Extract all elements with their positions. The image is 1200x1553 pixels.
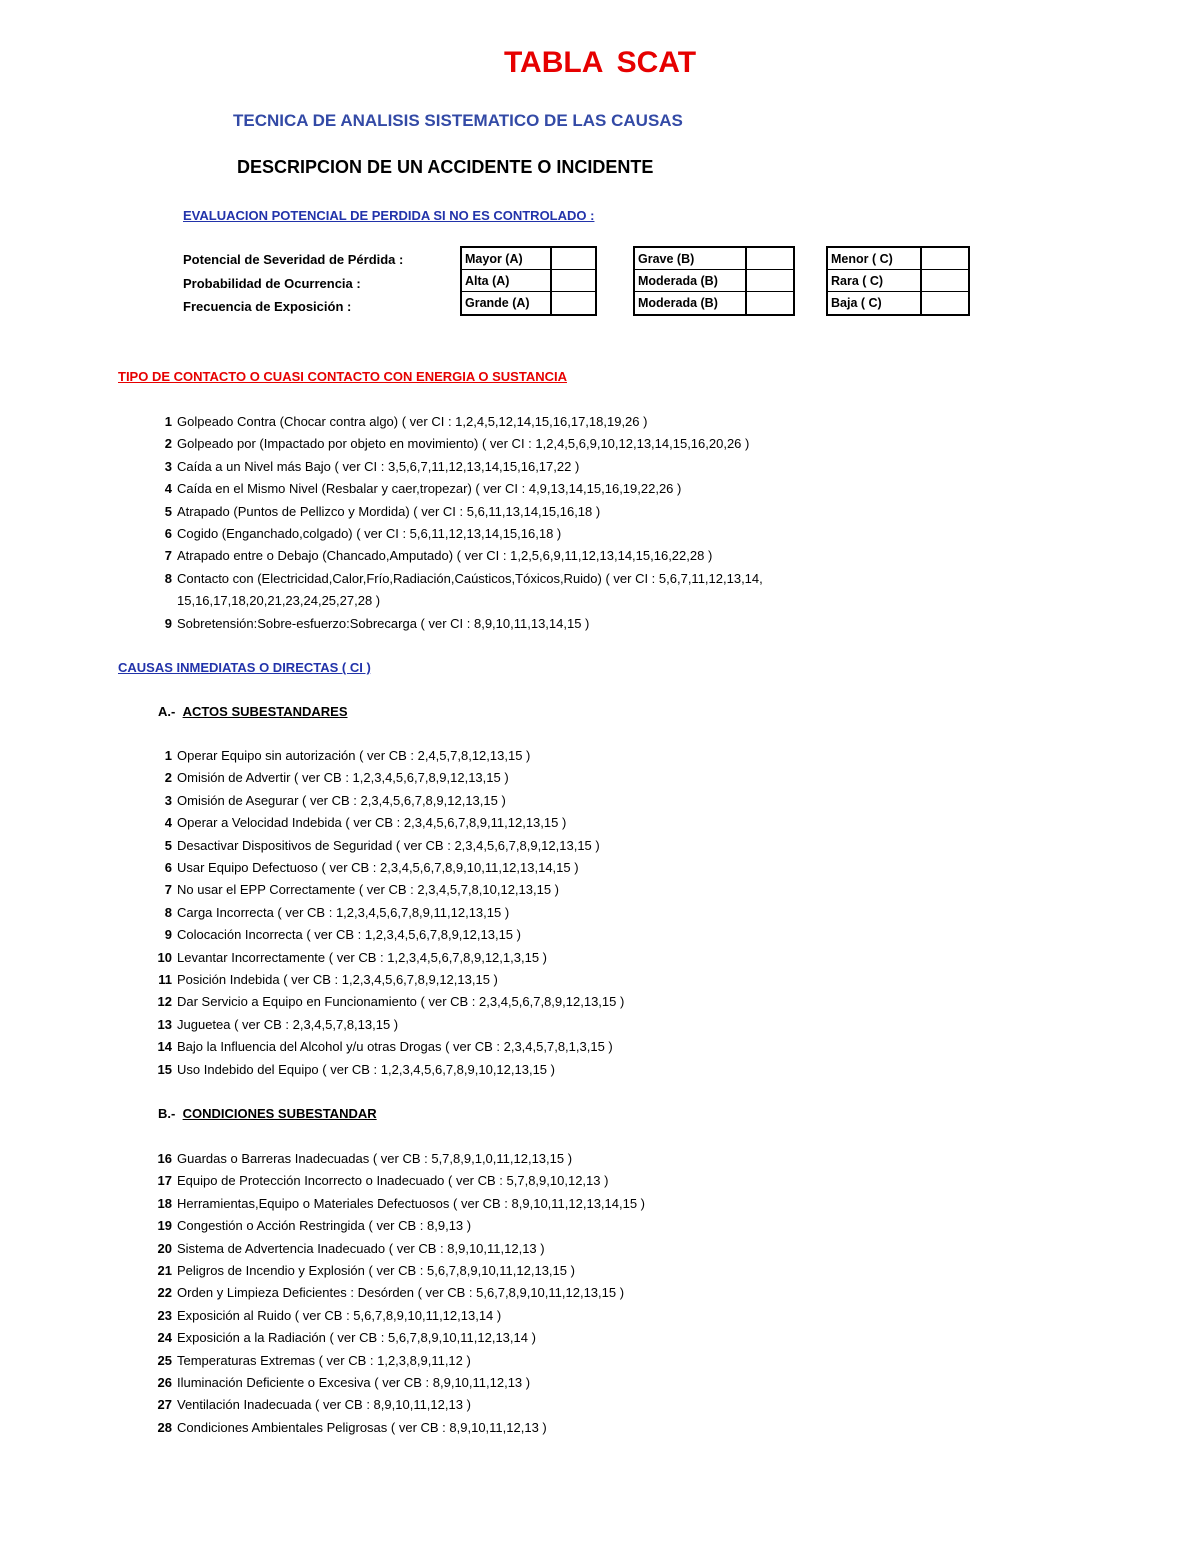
conditions-heading: B.- CONDICIONES SUBESTANDAR <box>158 1106 377 1121</box>
evaluation-box-c <box>826 246 970 316</box>
list-item: 14 Bajo la Influencia del Alcohol y/u otras Drogas ( ver CB : 2,3,4,5,7,8,1,3,15 ) <box>157 1039 613 1055</box>
list-item: 8 Contacto con (Electricidad,Calor,Frío,Radiación,Caústicos,Tóxicos,Ruido) ( ver CI : 5,6,7,11,12,13,14, <box>164 570 763 586</box>
list-item: 1 Golpeado Contra (Chocar contra algo) ( ver CI : 1,2,4,5,12,14,15,16,17,18,19,26 ) <box>164 414 648 429</box>
list-item: 19 Congestión o Acción Restringida ( ver CB : 8,9,13 ) <box>157 1218 472 1234</box>
list-item: 2 Omisión de Advertir ( ver CB : 1,2,3,4,5,6,7,8,9,12,13,15 ) <box>164 770 509 786</box>
box-a-frequency: Grande (A) <box>465 296 530 310</box>
box-b-frequency-check[interactable] <box>745 292 793 314</box>
list-item: 6 Cogido (Enganchado,colgado) ( ver CI : 5,6,11,12,13,14,15,16,18 ) <box>164 526 562 542</box>
frequency-label: Frecuencia de Exposición : <box>183 299 352 314</box>
page-subtitle: TECNICA DE ANALISIS SISTEMATICO DE LAS CAUSAS <box>233 111 683 130</box>
list-item: 12 Dar Servicio a Equipo en Funcionamiento ( ver CB : 2,3,4,5,6,7,8,9,12,13,15 ) <box>157 994 625 1010</box>
box-a-probability: Alta (A) <box>462 270 550 292</box>
list-item: 26 Iluminación Deficiente o Excesiva ( ver CB : 8,9,10,11,12,13 ) <box>157 1375 531 1391</box>
list-item: 5 Atrapado (Puntos de Pellizco y Mordida) ( ver CI : 5,6,11,13,14,15,16,18 ) <box>164 503 601 519</box>
description-heading: DESCRIPCION DE UN ACCIDENTE O INCIDENTE <box>237 157 654 177</box>
list-item: 13 Juguetea ( ver CB : 2,3,4,5,7,8,13,15 ) <box>157 1016 399 1032</box>
list-item: 21 Peligros de Incendio y Explosión ( ver CB : 5,6,7,8,9,10,11,12,13,15 ) <box>157 1263 575 1279</box>
list-item: 4 Caída en el Mismo Nivel (Resbalar y caer,tropezar) ( ver CI : 4,9,13,14,15,16,19,22,26 ) <box>164 481 682 497</box>
box-c-severity: Menor ( C) <box>828 248 920 270</box>
acts-list <box>0 745 624 1081</box>
box-b-severity: Grave (B) <box>635 248 745 270</box>
box-c-severity-check[interactable] <box>920 248 968 270</box>
acts-heading: A.- ACTOS SUBESTANDARES <box>158 704 348 719</box>
list-item: 1 Operar Equipo sin autorización ( ver CB : 2,4,5,7,8,12,13,15 ) <box>164 748 531 763</box>
box-a-severity-check[interactable] <box>550 248 595 270</box>
list-item: 15 Uso Indebido del Equipo ( ver CB : 1,2,3,4,5,6,7,8,9,10,12,13,15 ) <box>157 1061 555 1077</box>
list-item: 20 Sistema de Advertencia Inadecuado ( ver CB : 8,9,10,11,12,13 ) <box>157 1240 545 1256</box>
evaluation-heading: EVALUACION POTENCIAL DE PERDIDA SI NO ES CONTROLADO : <box>183 208 595 223</box>
list-item: 27 Ventilación Inadecuada ( ver CB : 8,9,10,11,12,13 ) <box>157 1397 471 1413</box>
box-b-probability-check[interactable] <box>745 270 793 292</box>
box-b-severity-check[interactable] <box>745 248 793 270</box>
probability-label: Probabilidad de Ocurrencia : <box>183 276 361 291</box>
list-item-continuation: 15,16,17,18,20,21,23,24,25,27,28 ) <box>177 593 381 609</box>
list-item: 3 Omisión de Asegurar ( ver CB : 2,3,4,5,6,7,8,9,12,13,15 ) <box>164 792 506 808</box>
severity-label: Potencial de Severidad de Pérdida : <box>183 252 404 267</box>
box-a-severity: Mayor (A) <box>462 248 550 270</box>
list-item: 11 Posición Indebida ( ver CB : 1,2,3,4,5,6,7,8,9,12,13,15 ) <box>158 972 498 988</box>
list-item: 28 Condiciones Ambientales Peligrosas ( ver CB : 8,9,10,11,12,13 ) <box>157 1419 547 1435</box>
evaluation-box-b <box>633 246 795 316</box>
box-b-frequency: Moderada (B) <box>638 296 718 310</box>
list-item: 16 Guardas o Barreras Inadecuadas ( ver CB : 5,7,8,9,1,0,11,12,13,15 ) <box>157 1151 573 1166</box>
list-item: 17 Equipo de Protección Incorrecto o Inadecuado ( ver CB : 5,7,8,9,10,12,13 ) <box>157 1173 609 1189</box>
box-c-frequency-check[interactable] <box>920 292 968 314</box>
list-item: 5 Desactivar Dispositivos de Seguridad ( ver CB : 2,3,4,5,6,7,8,9,12,13,15 ) <box>164 837 600 853</box>
list-item: 23 Exposición al Ruido ( ver CB : 5,6,7,8,9,10,11,12,13,14 ) <box>157 1307 502 1323</box>
immediate-causes-heading: CAUSAS INMEDIATAS O DIRECTAS ( CI ) <box>118 660 371 675</box>
list-item: 2 Golpeado por (Impactado por objeto en movimiento) ( ver CI : 1,2,4,5,6,9,10,12,13,14,15,16,20,26 ) <box>164 436 750 452</box>
box-c-probability-check[interactable] <box>920 270 968 292</box>
box-a-probability-check[interactable] <box>550 270 595 292</box>
list-item: 3 Caída a un Nivel más Bajo ( ver CI : 3,5,6,7,11,12,13,14,15,16,17,22 ) <box>164 458 580 474</box>
list-item: 18 Herramientas,Equipo o Materiales Defectuosos ( ver CB : 8,9,10,11,12,13,14,15 ) <box>157 1195 646 1211</box>
list-item: 7 Atrapado entre o Debajo (Chancado,Amputado) ( ver CI : 1,2,5,6,9,11,12,13,14,15,16,22,28 ) <box>164 548 713 564</box>
list-item: 22 Orden y Limpieza Deficientes : Desórden ( ver CB : 5,6,7,8,9,10,11,12,13,15 ) <box>157 1285 625 1301</box>
list-item: 25 Temperaturas Extremas ( ver CB : 1,2,3,8,9,11,12 ) <box>157 1352 471 1368</box>
list-item: 9 Sobretensión:Sobre-esfuerzo:Sobrecarga ( ver CI : 8,9,10,11,13,14,15 ) <box>164 615 590 631</box>
list-item: 8 Carga Incorrecta ( ver CB : 1,2,3,4,5,6,7,8,9,11,12,13,15 ) <box>164 904 510 920</box>
box-c-frequency: Baja ( C) <box>831 296 882 310</box>
list-item: 7 No usar el EPP Correctamente ( ver CB : 2,3,4,5,7,8,10,12,13,15 ) <box>164 882 560 898</box>
evaluation-box-a <box>460 246 597 316</box>
list-item: 9 Colocación Incorrecta ( ver CB : 1,2,3,4,5,6,7,8,9,12,13,15 ) <box>164 927 521 943</box>
conditions-list <box>0 1148 645 1439</box>
box-c-probability: Rara ( C) <box>828 270 920 292</box>
list-item: 24 Exposición a la Radiación ( ver CB : 5,6,7,8,9,10,11,12,13,14 ) <box>157 1330 536 1346</box>
contact-type-list <box>0 411 763 635</box>
box-b-probability: Moderada (B) <box>635 270 745 292</box>
list-item: 10 Levantar Incorrectamente ( ver CB : 1,2,3,4,5,6,7,8,9,12,1,3,15 ) <box>157 949 547 965</box>
list-item: 6 Usar Equipo Defectuoso ( ver CB : 2,3,4,5,6,7,8,9,10,11,12,13,14,15 ) <box>164 860 579 876</box>
box-a-frequency-check[interactable] <box>550 292 595 314</box>
contact-type-heading: TIPO DE CONTACTO O CUASI CONTACTO CON ENERGIA O SUSTANCIA <box>118 369 567 384</box>
list-item: 4 Operar a Velocidad Indebida ( ver CB : 2,3,4,5,6,7,8,9,11,12,13,15 ) <box>164 815 567 831</box>
page-title: TABLA SCAT <box>503 46 697 79</box>
